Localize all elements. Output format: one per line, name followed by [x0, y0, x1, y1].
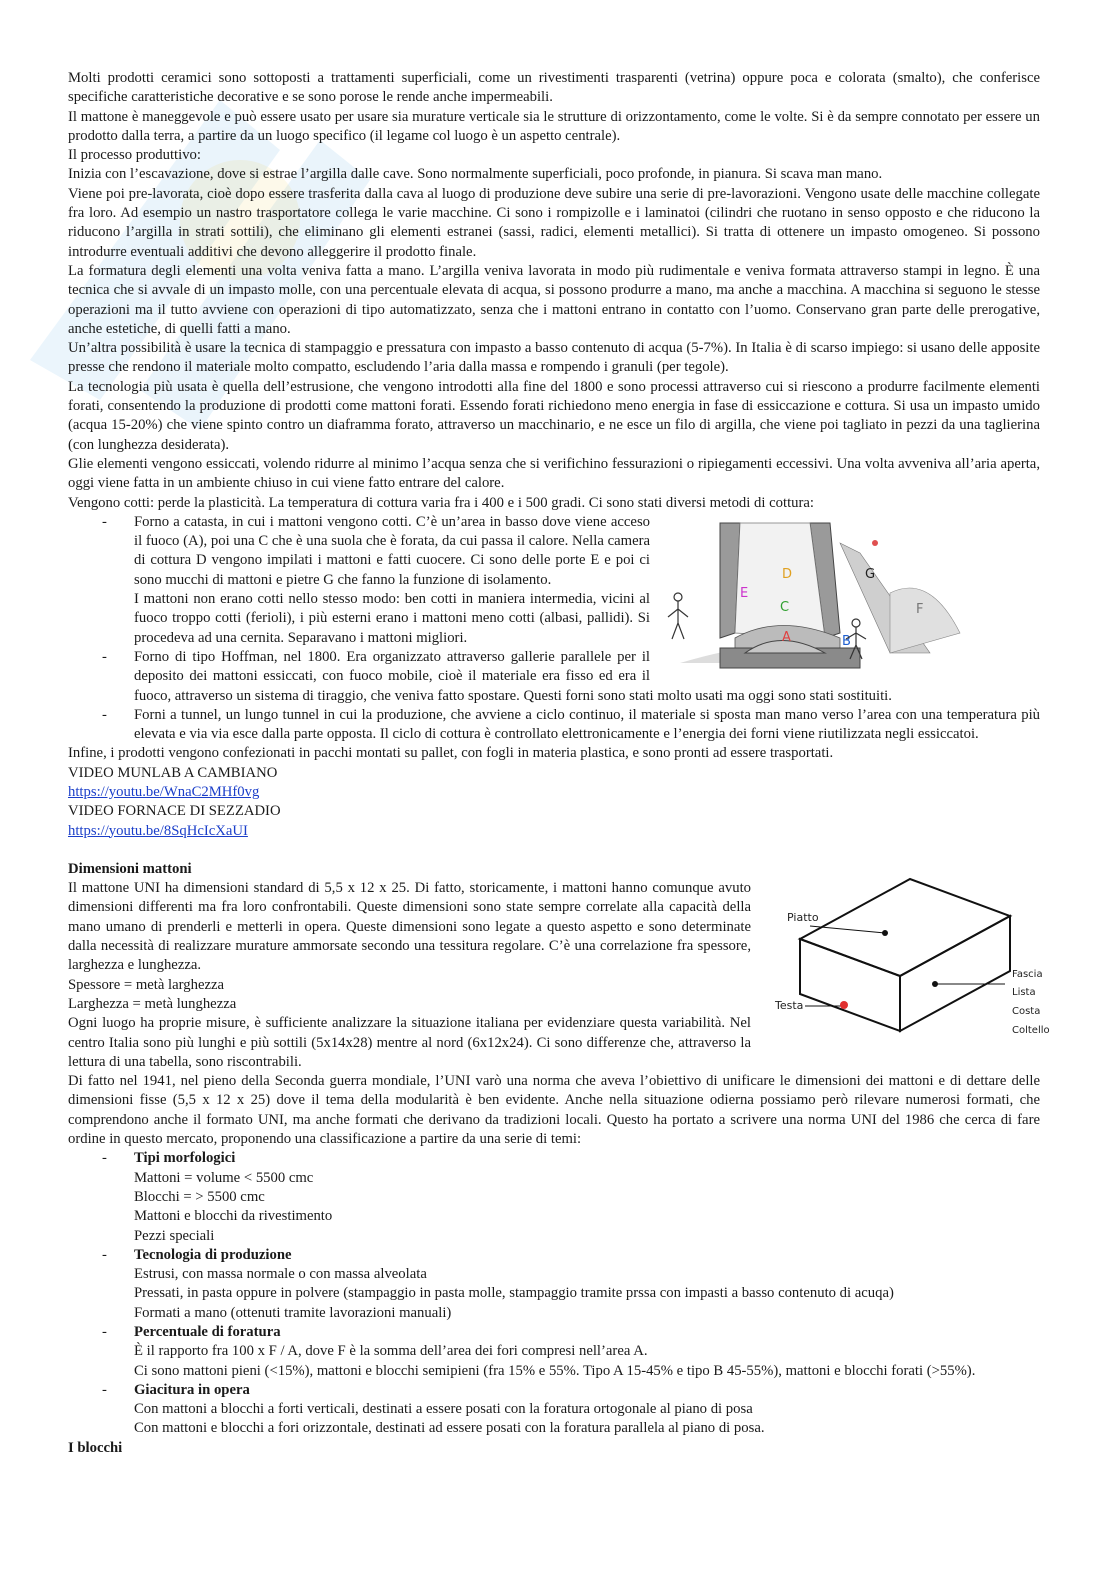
video-title: VIDEO FORNACE DI SEZZADIO: [68, 803, 281, 820]
list-item-title: - Tecnologia di produzione: [134, 1246, 292, 1263]
list-item: [68, 648, 1040, 706]
label-b: B: [842, 633, 851, 649]
brick-diagram: [765, 871, 1050, 1041]
list-item: [68, 1381, 1040, 1439]
list-item-line: È il rapporto fra 100 x F / A, dove F è la somma dell’area dei fori compresi nell’area A.: [134, 1343, 648, 1360]
label-testa: Testa: [775, 999, 804, 1013]
list-item-line: Ci sono mattoni pieni (<15%), mattoni e blocchi semipieni (fra 15% e 55%. Tipo A 15-45% e tipo B 45-55%), mattoni e blocchi forati (>55%).: [134, 1362, 976, 1379]
label-fascia: Fascia: [1012, 969, 1043, 981]
list-item: [68, 1149, 1040, 1245]
list-item-line: Blocchi = > 5500 cmc: [134, 1188, 265, 1205]
video-link[interactable]: https://youtu.be/WnaC2MHf0vg: [68, 783, 260, 800]
list-item-line: Pressati, in pasta oppure in polvere (stampaggio in pasta molle, stampaggio tramite prssa con impasti a basso contenuto di acuqa): [134, 1285, 894, 1302]
paragraph: Il mattone UNI ha dimensioni standard di 5,5 x 12 x 25. Di fatto, storicamente, i mattoni hanno comunque avuto dimensioni differenti ma fra loro confrontabili. Queste dimensioni sono state sempre correlate alla capacità della mano umano di prenderli e metterli in opera. Queste dimensioni sono legate a questo aspetto e sono determinate dalla necessità di realizzare murature ammorsate secondo una tessitura regolare. C’è una correlazione fra spessore, larghezza e lunghezza.: [68, 880, 751, 974]
list-item-title: - Tipi morfologici: [134, 1150, 236, 1167]
section-heading: Dimensioni mattoni: [68, 860, 192, 877]
list-item: [68, 513, 1040, 648]
list-item-line: Con mattoni e blocchi a fori orizzontale, destinati ad essere posati con la foratura parallela al piano di posa.: [134, 1420, 765, 1437]
label-c: C: [780, 599, 790, 615]
paragraph: Spessore = metà larghezza: [68, 976, 225, 993]
list-item-line: Pezzi speciali: [134, 1227, 215, 1244]
classification-list: [68, 1149, 1040, 1438]
kiln-item-text: - Forno di tipo Hoffman, nel 1800. Era organizzato attraverso gallerie parallele per il deposito dei mattoni essiccati, con fuoco mobile, cioè il materiale era fisso ed era il fuoco, attraverso un sistema di tiraggio, che veniva fatto spostare. Questi forni sono stati molto usati ma oggi sono stati sostituiti.: [134, 648, 892, 704]
paragraph: Vengono cotti: perde la plasticità. La temperatura di cottura varia fra i 400 e i 500 gradi. Ci sono stati diversi metodi di cottura:: [68, 494, 814, 511]
paragraph: La tecnologia più usata è quella dell’estrusione, che vengono introdotti alla fine del 1800 e sono processi attraverso cui si riescono a produrre facilmente elementi forati, consentendo la produzione di prodotti come mattoni forati. Essendo forati richiedono meno energia in fase di essiccazione e cottura. Si usa un impasto umido (acqua 15-20%) che viene spinto contro un diaframma forato, attraverso un macchinario, e ne esce un filo di argilla, che viene poi tagliato in pezzi da una taglierina (con lunghezza desiderata).: [68, 378, 1040, 453]
paragraph: Il mattone è maneggevole e può essere usato per usare sia murature verticale sia le strutture di orizzontamento, come le volte. Si è da sempre connotato per essere un prodotto dalla terra, a partire da un luogo specifico (il legame col luogo è un aspetto centrale).: [68, 108, 1040, 144]
kiln-item-text: Forno a catasta, in cui i mattoni vengono cotti. C’è un’area in basso dove viene acceso il fuoco (A), poi una C che è una suola che è forata, da cui passa il calore. Nella camera di cottura D vengono impilati i mattoni e fatti cuocere. Ci sono delle porte E e poi ci sono mucchi di mattoni e pietre G che fanno la funzione di isolamento.: [134, 513, 650, 588]
label-coltello: Coltello: [1012, 1025, 1050, 1037]
label-costa: Costa: [1012, 1006, 1041, 1018]
label-lista: Lista: [1012, 987, 1036, 999]
list-item: [68, 1323, 1040, 1381]
video-title: VIDEO MUNLAB A CAMBIANO: [68, 764, 278, 781]
list-item-line: Estrusi, con massa normale o con massa alveolata: [134, 1266, 427, 1283]
list-item-line: Mattoni e blocchi da rivestimento: [134, 1208, 333, 1225]
label-piatto: Piatto: [787, 911, 819, 925]
list-item-line: Mattoni = volume < 5500 cmc: [134, 1169, 314, 1186]
paragraph: La formatura degli elementi una volta veniva fatta a mano. L’argilla veniva lavorata in modo più rudimentale e veniva formata attraverso stampi in legno. È una tecnica che si avvale di un impasto molle, con una percentuale elevata di acqua, si possono produrre a mano, ma anche a macchina. A macchina si seguono le stesse operazioni ma il tutto avviene con operazioni di tipo automatizzato, senza che i mattoni entrano in contatto con l’uomo. Conservano gran parte delle prerogative, anche estetiche, di quelli fatti a mano.: [68, 262, 1040, 337]
paragraph: Inizia con l’escavazione, dove si estrae l’argilla dalle cave. Sono normalmente superficiali, poco profonde, in pianura. Si scava man mano.: [68, 166, 883, 183]
paragraph: Ogni luogo ha proprie misure, è sufficiente analizzare la situazione italiana per evidenziare questa variabilità. Nel centro Italia sono più lunghi e più sottili (5x14x28) mentre al nord (6x12x24). Ci sono differenze che, attraverso la lettura di una tabella, sono riscontrabili.: [68, 1015, 751, 1070]
label-e: E: [740, 585, 749, 601]
label-a: A: [782, 629, 791, 645]
paragraph: Infine, i prodotti vengono confezionati in pacchi montati su pallet, con fogli in materia plastica, e sono pronti ad essere trasportati.: [68, 745, 834, 762]
label-d: - D: [782, 566, 793, 582]
document-page: [68, 69, 1050, 1458]
list-item: [68, 1246, 1040, 1323]
kiln-list: [68, 513, 1040, 745]
kiln-item-text: - Forni a tunnel, un lungo tunnel in cui la produzione, che avviene a ciclo continuo, il materiale si sposta man mano verso l’area con una temperatura più elevata e via via esce dalla parte opposta. Il ciclo di cottura è controllato elettronicamente e l’energia dei forni viene riutilizzata negli essiccatoi.: [134, 706, 1040, 743]
video-link[interactable]: https://youtu.be/8SqHcIcXaUI: [68, 822, 248, 839]
label-g: G: [865, 566, 876, 582]
paragraph: Larghezza = metà lunghezza: [68, 995, 237, 1012]
list-item-title: - Percentuale di foratura: [134, 1324, 281, 1340]
paragraph: Viene poi pre-lavorata, cioè dopo essere trasferita dalla cava al luogo di produzione deve subire una serie di pre-lavorazioni. Vengono usate delle macchine collegate fra loro. Ad esempio un nastro trasportatore collega le varie macchine. Ci sono i rompizolle e i laminatoi (cilindri che ruotano in senso opposto e che riducono la riducono l’argilla in strati sottili), che eliminano gli elementi estranei (sassi, radici, elementi metallici). Si tratta di ottenere un impasto omogeneo. Si possono introdurre eventuali additivi che devono alleggerire il prodotto finale.: [68, 185, 1040, 260]
paragraph: Un’altra possibilità è usare la tecnica di stampaggio e pressatura con impasto a basso contenuto di acqua (5-7%). In Italia è di scarso impiego: si usano delle apposite presse che rendono il materiale molto compatto, escludendo l’aria dalla massa e rompendo i granuli (per tegole).: [68, 340, 1040, 376]
list-item-title: - Giacitura in opera: [134, 1381, 250, 1398]
kiln-item-text: I mattoni non erano cotti nello stesso modo: ben cotti in maniera intermedia, vicini al fuoco troppo cotti (ferioli), i più esterni erano i mattoni meno cotti (albasi, pallidi). Si procedeva ad una cernita. Separavano i mattoni migliori.: [134, 591, 650, 646]
label-f: F: [916, 601, 924, 617]
paragraph: Il processo produttivo:: [68, 147, 201, 164]
list-item-line: Con mattoni a blocchi a forti verticali, destinati a essere posati con la foratura ortogonale al piano di posa: [134, 1401, 753, 1418]
paragraph: Di fatto nel 1941, nel pieno della Seconda guerra mondiale, l’UNI varò una norma che aveva l’obiettivo di unificare le dimensioni dei mattoni e di dettare delle dimensioni fisse (5,5 x 12 x 25) dove il tema della modularità è ben evidente. Anche nella situazione odierna possiamo però rilevare numerosi formati, che comprendono anche il formato UNI, ma anche formati che derivano da tradizioni locali. Questo ha portato a scrivere una norma UNI del 1986 che cerca di fare ordine in questo mercato, proponendo una classificazione a partire da una serie di temi:: [68, 1073, 1040, 1148]
section-heading: I blocchi: [68, 1439, 123, 1456]
list-item: [68, 706, 1040, 745]
paragraph: Glie elementi vengono essiccati, volendo ridurre al minimo l’acqua senza che si verifichino fessurazioni o ripiegamenti eccessivi. Una volta avveniva all’aria aperta, oggi viene fatta in un ambiente chiuso in cui viene fatto entrare del calore.: [68, 455, 1040, 492]
list-item-line: Formati a mano (ottenuti tramite lavorazioni manuali): [134, 1304, 452, 1321]
paragraph: Molti prodotti ceramici sono sottoposti a trattamenti superficiali, come un rivestimenti trasparenti (vetrina) oppure poca e colorata (smalto), che conferisce specifiche caratteristiche decorative e se sono porose le rende anche impermeabili.: [68, 70, 1040, 106]
